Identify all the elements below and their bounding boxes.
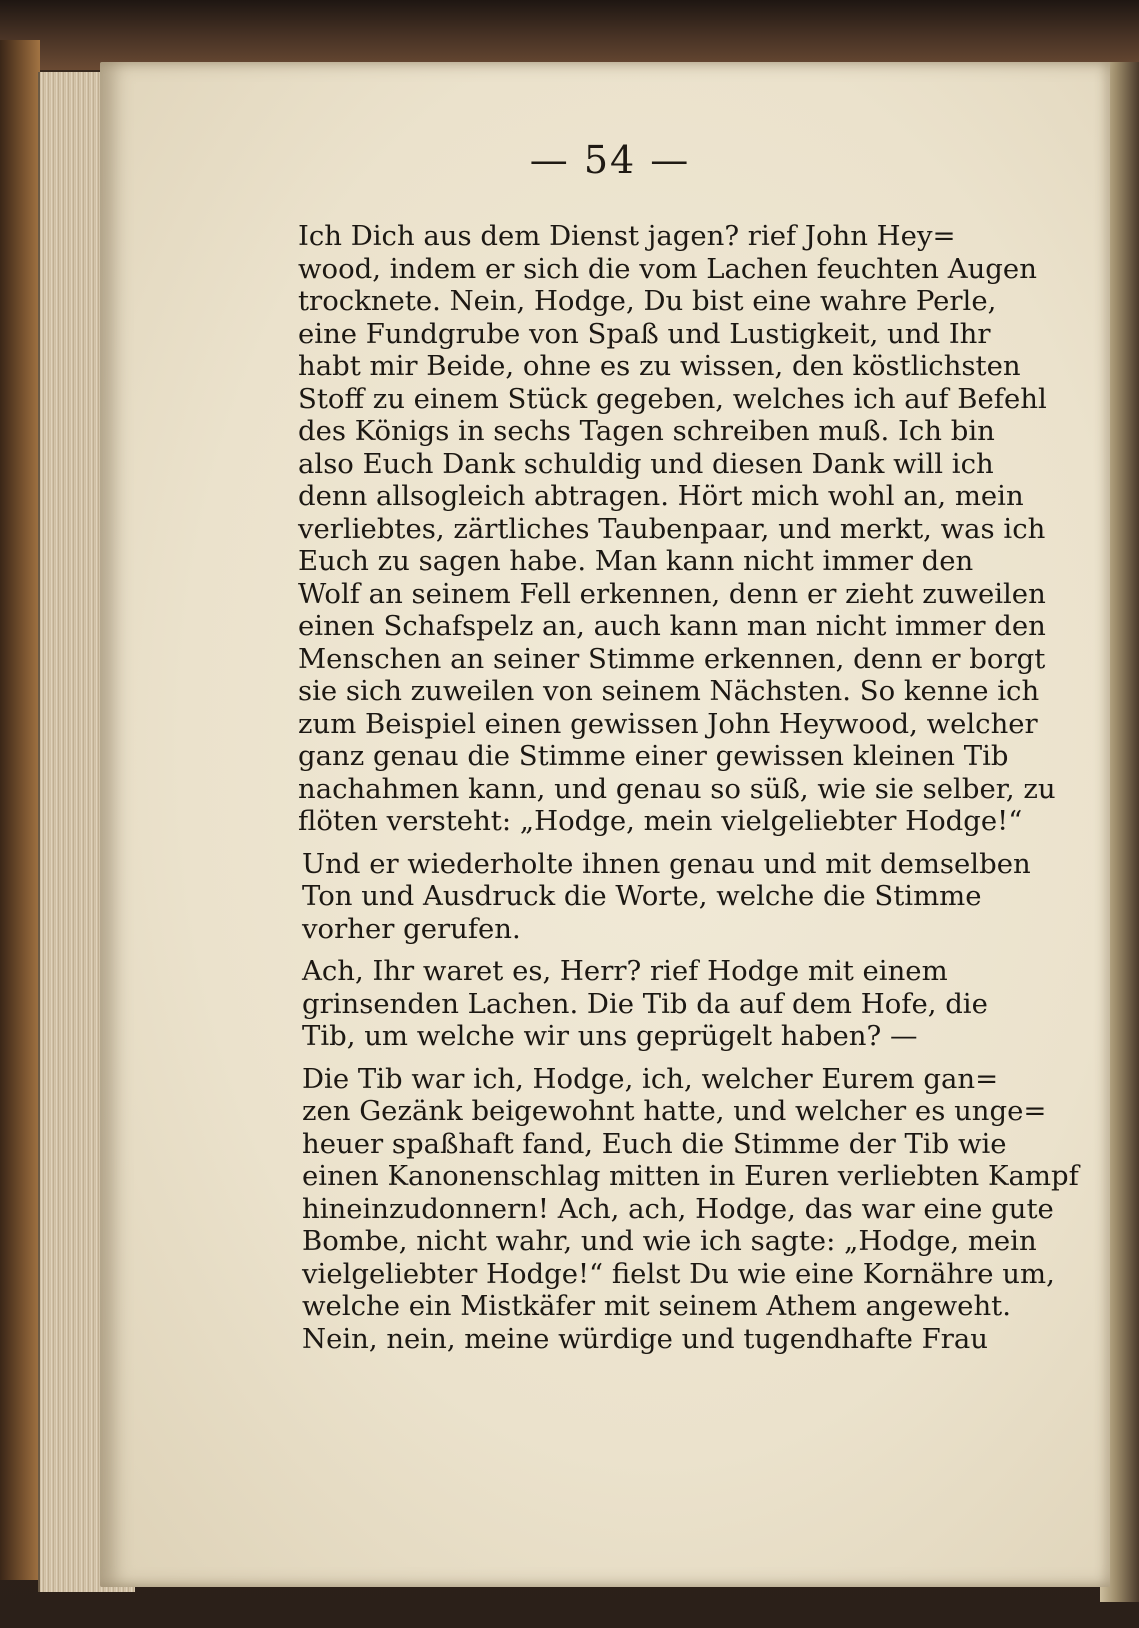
text-line: flöten versteht: „Hodge, mein vielgeliebter Hodge!“ xyxy=(298,805,1023,837)
text-line: Ton und Ausdruck die Worte, welche die Stimme xyxy=(302,880,982,912)
text-line: hineinzudonnern! Ach, ach, Hodge, das war eine gute xyxy=(302,1192,1054,1225)
text-line: Die Tib war ich, Hodge, ich, welcher Eurem gan= xyxy=(302,1062,999,1095)
text-line: also Euch Dank schuldig und diesen Dank will ich xyxy=(298,447,994,480)
text-line: einen Schafspelz an, auch kann man nicht immer den xyxy=(298,610,1046,642)
text-line: Menschen an seiner Stimme erkennen, denn er borgt xyxy=(298,642,1046,675)
text-line: nachahmen kann, und genau so süß, wie sie selber, zu xyxy=(298,772,1056,805)
text-line: Tib, um welche wir uns geprügelt haben? — xyxy=(302,1020,918,1052)
text-line: habt mir Beide, ohne es zu wissen, den köstlichsten xyxy=(298,350,1021,382)
text-line: denn allsogleich abtragen. Hört mich wohl an, mein xyxy=(298,480,1024,512)
text-line: Und er wiederholte ihnen genau und mit demselben xyxy=(302,847,1031,880)
text-line: Ich Dich aus dem Dienst jagen? rief John Hey= xyxy=(298,220,956,252)
text-line: zen Gezänk beigewohnt hatte, und welcher es unge= xyxy=(302,1095,1047,1127)
text-line: grinsenden Lachen. Die Tib da auf dem Hofe, die xyxy=(302,987,988,1020)
text-line: des Königs in sechs Tagen schreiben muß. Ich bin xyxy=(298,415,995,447)
text-line: zum Beispiel einen gewissen John Heywood, welcher xyxy=(298,707,1038,740)
page-number: — 54 — xyxy=(529,138,691,182)
text-line: Nein, nein, meine würdige und tugendhafte Frau xyxy=(302,1322,988,1355)
text-line: sie sich zuweilen von seinem Nächsten. So kenne ich xyxy=(298,675,1040,707)
text-line: verliebtes, zärtliches Taubenpaar, und merkt, was ich xyxy=(298,512,1046,545)
text-line: wood, indem er sich die vom Lachen feuchten Augen xyxy=(298,252,1037,285)
text-line: vielgeliebter Hodge!“ fielst Du wie eine Kornähre um, xyxy=(302,1257,1055,1290)
text-line: Ach, Ihr waret es, Herr? rief Hodge mit einem xyxy=(302,955,948,987)
paragraph-4 xyxy=(250,1062,1079,1356)
body-text xyxy=(250,220,1079,1365)
book-cover-left xyxy=(0,40,40,1580)
text-line: welche ein Mistkäfer mit seinem Athem angeweht. xyxy=(302,1290,1011,1322)
text-line: Euch zu sagen habe. Man kann nicht immer den xyxy=(298,545,974,577)
paragraph-3 xyxy=(250,955,1040,1053)
text-line: vorher gerufen. xyxy=(302,912,521,945)
book-cover-top xyxy=(0,0,1139,70)
text-line: Bombe, nicht wahr, und wie ich sagte: „Hodge, mein xyxy=(302,1225,1037,1257)
text-line: eine Fundgrube von Spaß und Lustigkeit, und Ihr xyxy=(298,317,991,350)
text-line: Wolf an seinem Fell erkennen, denn er zieht zuweilen xyxy=(298,577,1046,610)
text-line: einen Kanonenschlag mitten in Euren verliebten Kampf xyxy=(302,1160,1079,1192)
paragraph-2 xyxy=(250,848,1040,946)
paragraph-1 xyxy=(250,220,1056,838)
text-line: Stoff zu einem Stück gegeben, welches ich auf Befehl xyxy=(298,382,1047,415)
text-line: ganz genau die Stimme einer gewissen kleinen Tib xyxy=(298,740,1009,772)
text-line: trocknete. Nein, Hodge, Du bist eine wahre Perle, xyxy=(298,285,997,317)
text-line: heuer spaßhaft fand, Euch die Stimme der Tib wie xyxy=(302,1127,1007,1160)
